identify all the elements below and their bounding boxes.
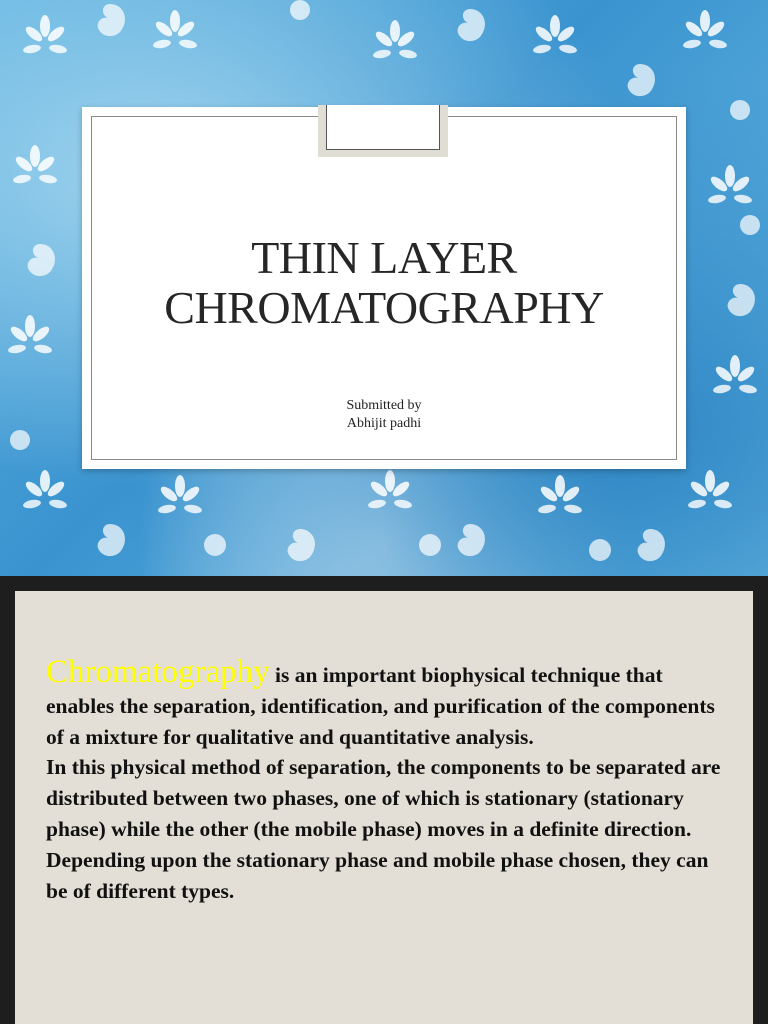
title-card xyxy=(82,107,686,469)
body-text xyxy=(46,654,726,906)
paragraph-1: is an important biophysical technique that enables the separation, identification, and purification of the components of a mixture for qualitative and quantitative analysis. xyxy=(46,663,715,749)
content-panel xyxy=(15,591,753,1024)
slide-subtitle xyxy=(82,397,686,433)
title-line-2: CHROMATOGRAPHY xyxy=(164,282,604,333)
author-name: Abhijit padhi xyxy=(346,416,422,431)
paragraph-2: In this physical method of separation, the components to be separated are distributed between two phases, one of which is stationary (stationary phase) while the other (the mobile phase) moves in a definite direction. Depending upon the stationary phase and mobile phase chosen, they can be of different types. xyxy=(46,755,721,903)
card-tab-decoration xyxy=(318,105,448,157)
subtitle-line-1: Submitted by xyxy=(346,398,422,413)
content-slide xyxy=(0,576,768,1024)
highlight-term: Chromatography xyxy=(46,654,270,690)
title-line-1: THIN LAYER xyxy=(251,232,517,283)
slide-title xyxy=(82,233,686,333)
